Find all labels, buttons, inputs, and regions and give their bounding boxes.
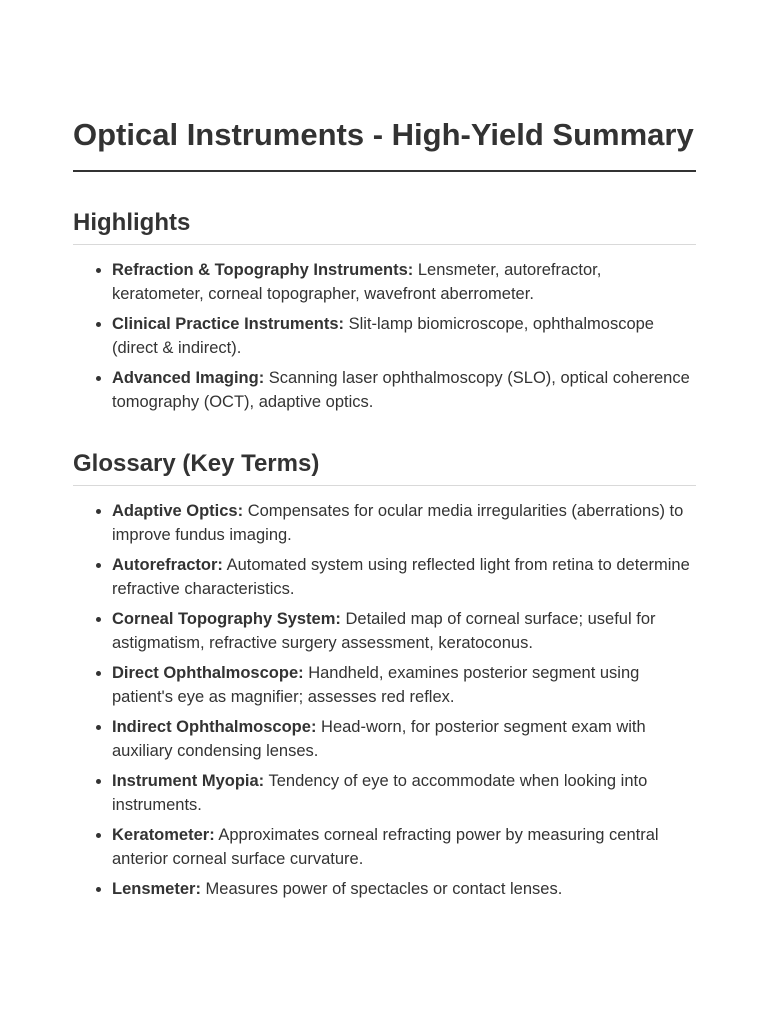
glossary-heading: Glossary (Key Terms) (73, 449, 696, 486)
list-item (112, 878, 696, 902)
list-item-desc: Lensmeter, autorefractor, keratometer, corneal topographer, wavefront aberrometer. (112, 261, 602, 303)
list-item-term: Instrument Myopia: (112, 772, 265, 790)
list-item-term: Advanced Imaging: (112, 369, 265, 387)
list-item (112, 500, 696, 547)
list-item-desc: Tendency of eye to accommodate when looking into instruments. (112, 772, 648, 814)
list-item (112, 313, 696, 360)
list-item-term: Autorefractor: (112, 556, 223, 574)
list-item-desc: Scanning laser ophthalmoscopy (SLO), optical coherence tomography (OCT), adaptive optics. (112, 369, 690, 411)
list-item (112, 608, 696, 655)
list-item-term: Corneal Topography System: (112, 610, 341, 628)
document-page (73, 112, 696, 909)
list-item-desc: Head-worn, for posterior segment exam with auxiliary condensing lenses. (112, 718, 646, 760)
highlights-heading: Highlights (73, 208, 696, 245)
list-item-desc: Measures power of spectacles or contact lenses. (200, 880, 563, 898)
list-item-desc: Compensates for ocular media irregularities (aberrations) to improve fundus imaging. (112, 502, 684, 544)
list-item (112, 716, 696, 763)
list-item (112, 367, 696, 414)
list-item-term: Lensmeter: (112, 880, 201, 898)
list-item-term: Refraction & Topography Instruments: (112, 261, 414, 279)
highlights-list (73, 259, 696, 414)
list-item-desc: Detailed map of corneal surface; useful for astigmatism, refractive surgery assessment, keratoconus. (112, 610, 656, 652)
list-item-term: Indirect Ophthalmoscope: (112, 718, 317, 736)
list-item-desc: Approximates corneal refracting power by measuring central anterior corneal surface curvature. (112, 826, 659, 868)
glossary-list (73, 500, 696, 902)
list-item-desc: Handheld, examines posterior segment using patient's eye as magnifier; assesses red reflex. (112, 664, 640, 706)
list-item-desc: Automated system using reflected light from retina to determine refractive characteristics. (112, 556, 690, 598)
list-item-term: Keratometer: (112, 826, 215, 844)
list-item (112, 662, 696, 709)
glossary-section (73, 449, 696, 902)
list-item-term: Adaptive Optics: (112, 502, 244, 520)
list-item (112, 770, 696, 817)
list-item (112, 824, 696, 871)
highlights-section (73, 208, 696, 414)
list-item (112, 554, 696, 601)
list-item-desc: Slit-lamp biomicroscope, ophthalmoscope (direct & indirect). (112, 315, 654, 357)
list-item-term: Direct Ophthalmoscope: (112, 664, 304, 682)
page-title: Optical Instruments - High-Yield Summary (73, 112, 696, 172)
list-item-term: Clinical Practice Instruments: (112, 315, 344, 333)
list-item (112, 259, 696, 306)
